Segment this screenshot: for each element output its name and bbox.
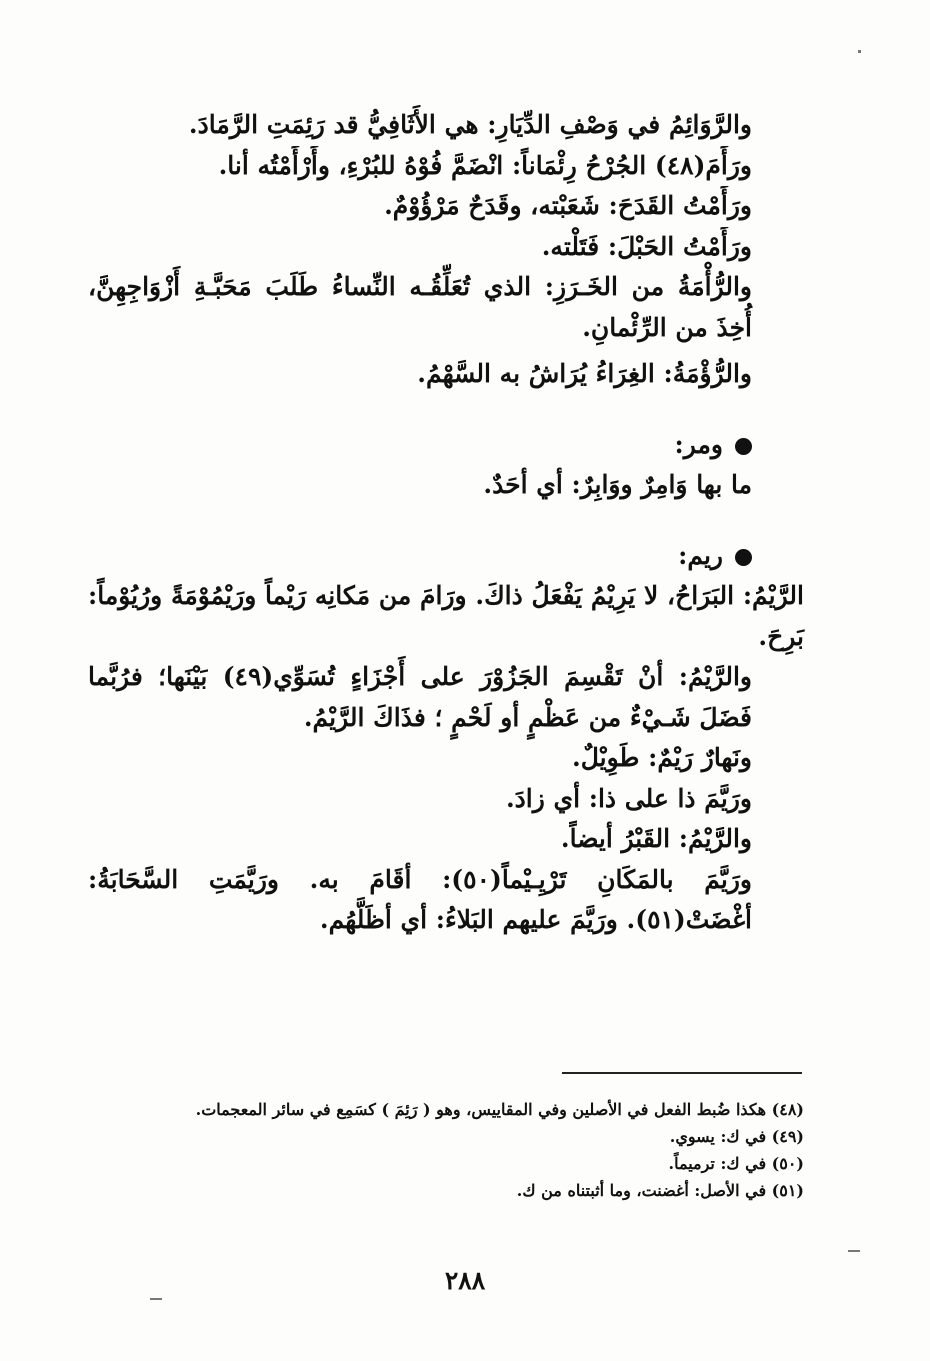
- page-number: ٢٨٨: [444, 1266, 486, 1295]
- entry-paragraph: والرُّأْمَةُ من الخَـرَزِ: الذي تُعَلِّقُـه النِّساءُ طَلَبَ مَحَبَّـةِ أَزْوَاجِهِنَّ، أُخِذَ من الرِّئْمانِ.: [88, 272, 752, 342]
- entry-line: والرُّؤْمَةُ: الغِرَاءُ يُرَاشُ به السَّهْمُ.: [417, 359, 752, 388]
- root-heading-rym: [88, 536, 804, 577]
- scan-speck: [858, 50, 861, 53]
- footnotes: [124, 1096, 804, 1204]
- bullet-icon: [735, 549, 752, 566]
- entry-line: ورَأَمْتُ القَدَحَ: شَعَبْته، وقَدَحٌ مَرْؤُوْمٌ.: [384, 191, 752, 220]
- entry-line: والرَّيْمُ: القَبْرُ أيضاً.: [560, 824, 752, 853]
- entry-paragraph: ورَيَّمَ بالمَكَانِ تَرْيِـيْماً(٥٠): أقَامَ به. ورَيَّمَتِ السَّحَابَةُ: أغْضَتْ(٥١). ورَيَّمَ عليهم البَلاءُ: أي أظَلَّهُم.: [88, 864, 752, 934]
- footnote: (٥٠) في ك: ترميماً.: [668, 1154, 804, 1173]
- entry-paragraph: والرَّيْمُ: أنْ تَقْسِمَ الجَزُوْرَ على أَجْزَاءٍ تُسَوِّي(٤٩) بَيْنَها؛ فرُبَّما فَضَلَ شَـيْءٌ من عَظْمٍ أو لَحْمٍ ؛ فذَاكَ الرَّيْمُ.: [88, 662, 752, 732]
- root-label: ومر:: [674, 429, 723, 459]
- entry-line: ما بها وَامِرٌ ووَابِرٌ: أي أحَدٌ.: [483, 470, 752, 499]
- bullet-icon: [735, 438, 752, 455]
- footnote: (٤٨) هكذا ضُبط الفعل في الأصلين وفي المقاييس، وهو ( رَئِمَ ) كسَمِع في سائر المعجمات.: [195, 1100, 804, 1119]
- root-heading-wmr: [88, 425, 804, 466]
- footnote: (٥١) في الأصل: أغضنت، وما أثبتناه من ك.: [516, 1181, 804, 1200]
- root-label: ريم:: [678, 540, 723, 570]
- footnote: (٤٩) في ك: يسوي.: [669, 1127, 804, 1146]
- footnote-separator: [562, 1072, 802, 1074]
- entry-line: ورَأَمْتُ الحَبْلَ: فَتَلْته.: [541, 231, 752, 261]
- entry-line: ونَهارٌ رَيْمٌ: طَوِيْلٌ.: [572, 743, 752, 772]
- entry-line: والرَّوَائِمُ في وَصْفِ الدِّيَارِ: هي الأَثَافِيُّ قد رَئِمَتِ الرَّمَادَ.: [188, 110, 752, 139]
- main-text: [88, 105, 804, 941]
- scan-speck: [150, 1298, 162, 1300]
- scan-speck: [848, 1250, 860, 1252]
- entry-paragraph: الرَّيْمُ: البَرَاحُ، لا يَرِيْمُ يَفْعَلُ ذاكَ. ورَامَ من مَكانِه رَيْماً ورَيْمُوْمَةً ورُيُوْماً: بَرِحَ.: [88, 581, 804, 651]
- entry-line: ورَيَّمَ ذا على ذا: أي زادَ.: [505, 783, 752, 813]
- entry-line: ورَأَمَ(٤٨) الجُرْحُ رِئْمَاناً: انْضَمَّ فُوْهُ للبُرْءِ، وأَرْأَمْتُه أنا.: [218, 150, 752, 180]
